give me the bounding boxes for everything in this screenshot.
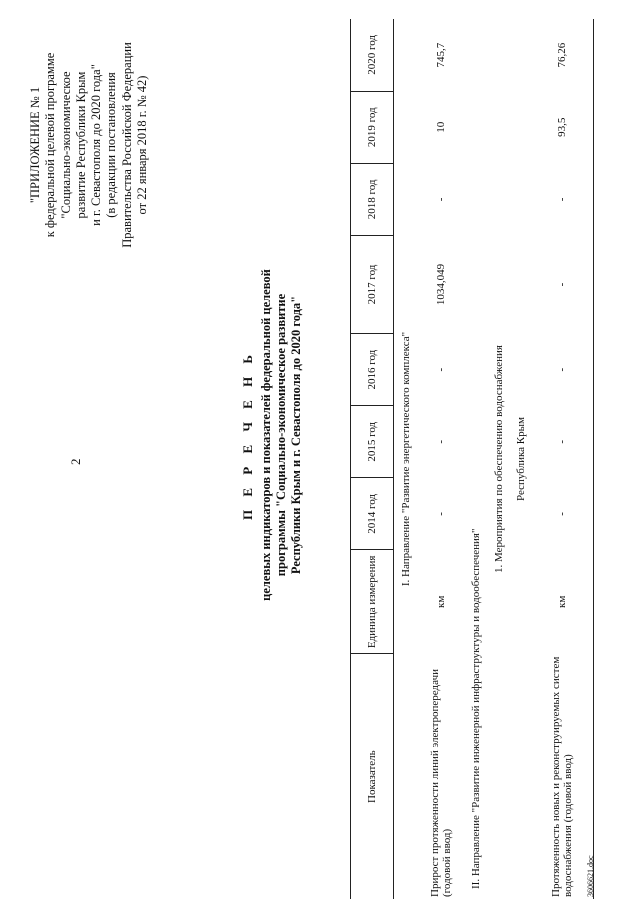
value-cell: - [532, 406, 594, 478]
appendix-line: развитие Республики Крым [73, 71, 88, 219]
value-cell: 10 [434, 121, 447, 133]
document-title [240, 125, 304, 745]
header-year: 2015 год [351, 406, 394, 478]
value-cell: - [532, 334, 594, 406]
value-cell: - [434, 197, 447, 202]
table-row [418, 19, 464, 899]
section-row [464, 19, 488, 899]
document-code: 3606621.doc [586, 855, 595, 897]
value-cell: 93,5 [532, 91, 594, 163]
appendix-line: и г. Севастополя до 2020 года" [89, 64, 104, 226]
subsection-row [488, 19, 510, 899]
value-cell: - [434, 367, 447, 372]
value-cell: 1034,049 [434, 263, 447, 306]
indicator-cell: Протяженность новых и реконструируемых систем водоснабжения (годовой ввод) [532, 654, 594, 899]
indicator-cell: Прирост протяженности линий электропередачи (годовой ввод) [428, 668, 453, 897]
appendix-header [28, 5, 150, 285]
region-title: Республика Крым [514, 417, 527, 501]
value-cell: - [532, 235, 594, 333]
header-year: 2016 год [351, 334, 394, 406]
header-year: 2014 год [351, 478, 394, 550]
appendix-line: Правительства Российской Федерации [119, 42, 134, 248]
header-unit: Единица измерения [351, 550, 394, 654]
header-year: 2019 год [351, 91, 394, 163]
section-row [394, 19, 418, 899]
region-row [510, 19, 532, 899]
section-title: II. Направление "Развитие инженерной инфраструктуры и водообеспечения" [469, 528, 482, 889]
title-line: программы "Социально-экономическое развитие [274, 293, 288, 577]
value-cell: - [532, 478, 594, 550]
section-title: I. Направление "Развитие энергетического комплекса" [399, 331, 412, 587]
table-header-row [351, 19, 394, 899]
table-row [532, 19, 594, 899]
indicators-table [350, 19, 594, 899]
title-line: Республики Крым и г. Севастополя до 2020 года" [289, 295, 303, 575]
appendix-line: "Социально-экономическое [58, 71, 73, 219]
header-year: 2018 год [351, 163, 394, 235]
appendix-line: "ПРИЛОЖЕНИЕ № 1 [28, 86, 42, 204]
value-cell: 76,26 [532, 19, 594, 91]
unit-cell: км [532, 550, 594, 654]
header-year: 2017 год [351, 235, 394, 333]
subsection-title: 1. Мероприятия по обеспечению водоснабжения [492, 345, 505, 573]
value-cell: - [532, 163, 594, 235]
value-cell: 745,7 [434, 42, 447, 68]
page-number: 2 [68, 458, 83, 465]
header-year: 2020 год [351, 19, 394, 91]
appendix-line: (в редакции постановления [104, 72, 119, 218]
appendix-line: к федеральной целевой программе [43, 52, 58, 238]
title-line: целевых индикаторов и показателей федеральной целевой [259, 269, 273, 601]
title-word: П Е Р Е Ч Е Н Ь [240, 349, 255, 521]
appendix-line: от 22 января 2018 г. № 42) [135, 75, 150, 215]
unit-cell: км [434, 595, 447, 608]
value-cell: - [434, 439, 447, 444]
header-indicator: Показатель [351, 654, 394, 899]
value-cell: - [434, 512, 447, 516]
